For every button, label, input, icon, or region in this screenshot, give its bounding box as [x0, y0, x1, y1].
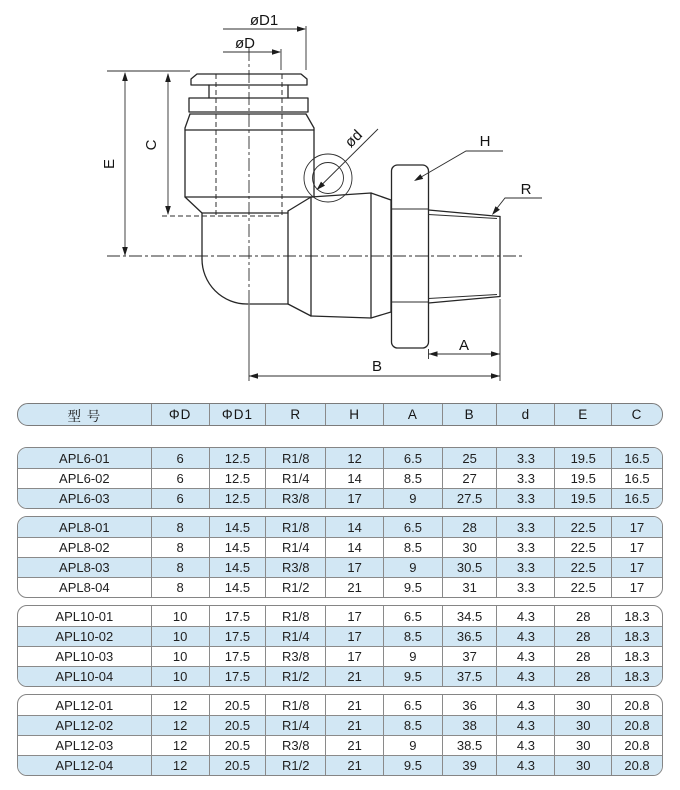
value-cell: 17.5 — [209, 667, 266, 686]
table-row — [18, 646, 662, 666]
value-cell: 18.3 — [611, 627, 662, 646]
value-cell: 10 — [151, 627, 209, 646]
value-cell: 6 — [151, 448, 209, 468]
model-cell: APL6-03 — [59, 491, 110, 506]
value-cell: 30 — [554, 716, 611, 735]
vertical-leg-outline — [185, 74, 314, 304]
value-cell: 31 — [442, 578, 497, 597]
value-cell: 16.5 — [611, 469, 662, 488]
value-cell: 30 — [554, 756, 611, 775]
value-cell: 3.3 — [496, 517, 554, 537]
value-cell: 6.5 — [383, 448, 442, 468]
value-cell: R1/4 — [265, 538, 325, 557]
value-cell: 6 — [151, 489, 209, 508]
value-cell: 21 — [325, 716, 383, 735]
dim-label-d1: øD1 — [249, 12, 279, 29]
value-cell: 14.5 — [209, 578, 266, 597]
value-cell: R3/8 — [265, 647, 325, 666]
value-cell: 30.5 — [442, 558, 497, 577]
model-cell: APL10-04 — [55, 669, 114, 684]
value-cell: 14.5 — [209, 517, 266, 537]
value-cell: 4.3 — [496, 627, 554, 646]
value-cell: R3/8 — [265, 489, 325, 508]
model-cell: APL6-01 — [59, 450, 110, 466]
header-cell: A — [383, 404, 442, 425]
dim-label-b: B — [371, 358, 383, 375]
value-cell: 6.5 — [383, 517, 442, 537]
value-cell: 8.5 — [383, 538, 442, 557]
value-cell: 20.8 — [611, 756, 662, 775]
value-cell: 36.5 — [442, 627, 497, 646]
value-cell: R3/8 — [265, 558, 325, 577]
value-cell: 3.3 — [496, 578, 554, 597]
value-cell: 8.5 — [383, 716, 442, 735]
value-cell: 17 — [611, 538, 662, 557]
value-cell: 30 — [554, 695, 611, 715]
value-cell: 20.8 — [611, 736, 662, 755]
value-cell: 6.5 — [383, 695, 442, 715]
value-cell: 3.3 — [496, 489, 554, 508]
value-cell: 20.5 — [209, 695, 266, 715]
spec-table-header — [17, 403, 663, 426]
table-row — [18, 448, 662, 468]
taper-thread — [429, 210, 501, 303]
dim-label-h: H — [479, 133, 491, 150]
model-cell: APL10-02 — [55, 629, 114, 644]
value-cell: 8.5 — [383, 469, 442, 488]
value-cell: 14 — [325, 517, 383, 537]
value-cell: 20.5 — [209, 736, 266, 755]
value-cell: 9.5 — [383, 756, 442, 775]
value-cell: 17 — [325, 647, 383, 666]
value-cell: 30 — [554, 736, 611, 755]
value-cell: 25 — [442, 448, 497, 468]
value-cell: R1/8 — [265, 517, 325, 537]
value-cell: 18.3 — [611, 647, 662, 666]
value-cell: 37.5 — [442, 667, 497, 686]
table-row — [18, 517, 662, 537]
value-cell: 9.5 — [383, 578, 442, 597]
value-cell: 17.5 — [209, 627, 266, 646]
value-cell: R1/8 — [265, 695, 325, 715]
value-cell: 20.8 — [611, 695, 662, 715]
model-cell: APL10-03 — [55, 649, 114, 664]
model-cell: APL12-04 — [55, 758, 114, 773]
header-cell: ΦD1 — [209, 404, 266, 425]
value-cell: 20.5 — [209, 716, 266, 735]
table-row — [18, 626, 662, 646]
value-cell: 38 — [442, 716, 497, 735]
value-cell: 22.5 — [554, 578, 611, 597]
table-row — [18, 468, 662, 488]
value-cell: 30 — [442, 538, 497, 557]
value-cell: 17 — [611, 517, 662, 537]
table-row — [18, 715, 662, 735]
value-cell: 3.3 — [496, 469, 554, 488]
value-cell: 18.3 — [611, 606, 662, 626]
spec-table — [17, 403, 663, 783]
value-cell: 4.3 — [496, 736, 554, 755]
value-cell: 4.3 — [496, 667, 554, 686]
value-cell: 10 — [151, 606, 209, 626]
value-cell: 27.5 — [442, 489, 497, 508]
value-cell: 17 — [611, 578, 662, 597]
model-cell: APL8-04 — [59, 580, 110, 595]
model-cell: APL8-01 — [59, 519, 110, 535]
value-cell: 4.3 — [496, 606, 554, 626]
value-cell: 12 — [151, 716, 209, 735]
value-cell: 20.8 — [611, 716, 662, 735]
value-cell: 4.3 — [496, 716, 554, 735]
value-cell: 20.5 — [209, 756, 266, 775]
table-row — [18, 755, 662, 775]
dim-label-e: E — [101, 158, 118, 170]
value-cell: 12 — [151, 756, 209, 775]
dim-label-r: R — [520, 181, 532, 198]
value-cell: R1/4 — [265, 469, 325, 488]
value-cell: 38.5 — [442, 736, 497, 755]
table-row — [18, 557, 662, 577]
value-cell: 19.5 — [554, 489, 611, 508]
value-cell: 9 — [383, 736, 442, 755]
value-cell: 21 — [325, 578, 383, 597]
value-cell: 8 — [151, 578, 209, 597]
value-cell: 12.5 — [209, 489, 266, 508]
table-row — [18, 735, 662, 755]
value-cell: 18.3 — [611, 667, 662, 686]
model-cell: APL10-01 — [55, 608, 114, 624]
value-cell: 12 — [325, 448, 383, 468]
value-cell: 34.5 — [442, 606, 497, 626]
value-cell: R1/4 — [265, 627, 325, 646]
dim-label-a: A — [458, 337, 470, 354]
hex-nut — [392, 165, 429, 348]
table-row — [18, 695, 662, 715]
value-cell: R1/2 — [265, 578, 325, 597]
value-cell: R1/2 — [265, 756, 325, 775]
value-cell: 4.3 — [496, 647, 554, 666]
value-cell: 12 — [151, 736, 209, 755]
value-cell: 8 — [151, 538, 209, 557]
value-cell: R3/8 — [265, 736, 325, 755]
header-cell: ΦD — [151, 404, 209, 425]
value-cell: 28 — [554, 667, 611, 686]
value-cell: 19.5 — [554, 469, 611, 488]
horizontal-leg-outline — [288, 154, 500, 348]
header-cell: B — [442, 404, 497, 425]
center-lines — [107, 48, 524, 304]
value-cell: 10 — [151, 647, 209, 666]
value-cell: 14 — [325, 469, 383, 488]
value-cell: 27 — [442, 469, 497, 488]
table-row — [18, 577, 662, 597]
dim-label-dd: ød — [341, 126, 367, 152]
value-cell: 28 — [554, 627, 611, 646]
value-cell: R1/8 — [265, 448, 325, 468]
table-row — [18, 488, 662, 508]
value-cell: 8.5 — [383, 627, 442, 646]
value-cell: 9 — [383, 647, 442, 666]
value-cell: 19.5 — [554, 448, 611, 468]
value-cell: 9 — [383, 489, 442, 508]
model-cell: APL12-01 — [55, 697, 114, 713]
value-cell: 14 — [325, 538, 383, 557]
value-cell: R1/8 — [265, 606, 325, 626]
table-row — [18, 606, 662, 626]
value-cell: 6.5 — [383, 606, 442, 626]
spec-table-group — [17, 605, 663, 687]
value-cell: 22.5 — [554, 558, 611, 577]
header-cell: 型 号 — [67, 408, 102, 424]
value-cell: 17 — [325, 558, 383, 577]
header-cell: R — [265, 404, 325, 425]
value-cell: 12.5 — [209, 448, 266, 468]
value-cell: 21 — [325, 736, 383, 755]
value-cell: 4.3 — [496, 695, 554, 715]
value-cell: 4.3 — [496, 756, 554, 775]
value-cell: 14.5 — [209, 558, 266, 577]
header-cell: C — [611, 404, 662, 425]
table-row — [18, 666, 662, 686]
value-cell: 6 — [151, 469, 209, 488]
value-cell: 17 — [325, 489, 383, 508]
model-cell: APL8-02 — [59, 540, 110, 555]
model-cell: APL6-02 — [59, 471, 110, 486]
hidden-bore-lines — [162, 74, 282, 216]
value-cell: 9 — [383, 558, 442, 577]
model-cell: APL8-03 — [59, 560, 110, 575]
value-cell: 21 — [325, 695, 383, 715]
value-cell: 17 — [325, 627, 383, 646]
model-cell: APL12-02 — [55, 718, 114, 733]
header-cell: d — [496, 404, 554, 425]
value-cell: 17.5 — [209, 606, 266, 626]
header-cell: H — [325, 404, 383, 425]
value-cell: 17 — [611, 558, 662, 577]
model-cell: APL12-03 — [55, 738, 114, 753]
value-cell: 3.3 — [496, 448, 554, 468]
table-row — [18, 537, 662, 557]
value-cell: 28 — [554, 647, 611, 666]
value-cell: 17 — [325, 606, 383, 626]
value-cell: 37 — [442, 647, 497, 666]
value-cell: R1/4 — [265, 716, 325, 735]
value-cell: 9.5 — [383, 667, 442, 686]
value-cell: 17.5 — [209, 647, 266, 666]
value-cell: 22.5 — [554, 517, 611, 537]
value-cell: 14.5 — [209, 538, 266, 557]
spec-table-group — [17, 447, 663, 509]
value-cell: 3.3 — [496, 538, 554, 557]
value-cell: 28 — [442, 517, 497, 537]
value-cell: 39 — [442, 756, 497, 775]
value-cell: 3.3 — [496, 558, 554, 577]
value-cell: 12.5 — [209, 469, 266, 488]
value-cell: 28 — [554, 606, 611, 626]
value-cell: 12 — [151, 695, 209, 715]
value-cell: 8 — [151, 517, 209, 537]
dim-label-d: øD — [235, 35, 255, 52]
value-cell: 16.5 — [611, 489, 662, 508]
header-cell: E — [554, 404, 611, 425]
value-cell: 36 — [442, 695, 497, 715]
spec-table-body — [17, 447, 663, 776]
value-cell: 16.5 — [611, 448, 662, 468]
value-cell: R1/2 — [265, 667, 325, 686]
value-cell: 10 — [151, 667, 209, 686]
dim-label-c: C — [143, 139, 160, 151]
value-cell: 21 — [325, 756, 383, 775]
value-cell: 8 — [151, 558, 209, 577]
spec-table-group — [17, 694, 663, 776]
value-cell: 21 — [325, 667, 383, 686]
value-cell: 22.5 — [554, 538, 611, 557]
spec-table-group — [17, 516, 663, 598]
